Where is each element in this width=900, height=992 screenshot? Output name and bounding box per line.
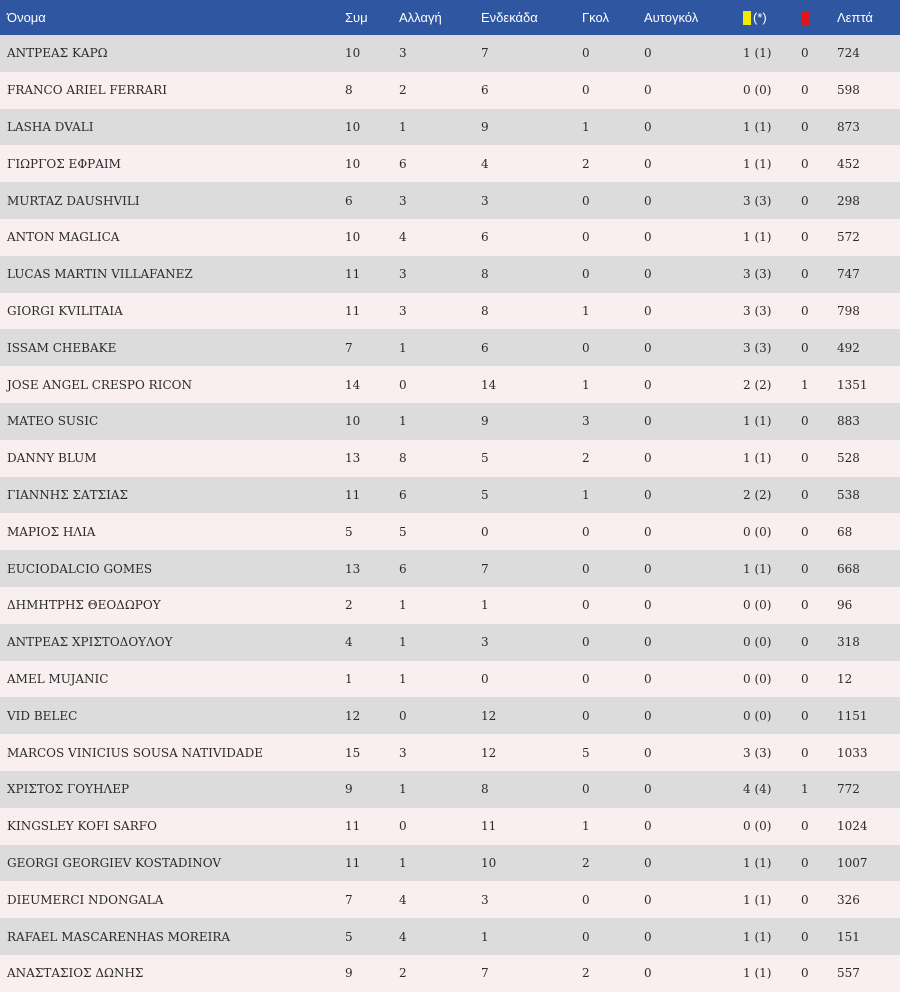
cell-minutes: 538	[837, 487, 860, 502]
cell-own-goals: 0	[644, 745, 652, 760]
cell-red-cards: 0	[801, 230, 809, 245]
cell-minutes: 724	[837, 46, 860, 61]
cell-minutes: 68	[837, 524, 853, 539]
header-own-goals[interactable]: Αυτογκόλ	[644, 10, 699, 25]
cell-goals: 2	[582, 156, 590, 171]
cell-own-goals: 0	[644, 303, 652, 318]
cell-goals: 1	[582, 303, 590, 318]
cell-starts: 1	[481, 929, 489, 944]
cell-apps: 5	[345, 929, 353, 944]
cell-subs: 0	[399, 819, 407, 834]
cell-red-cards: 0	[801, 303, 809, 318]
yellow-card-icon	[743, 11, 751, 25]
cell-goals: 0	[582, 929, 590, 944]
cell-name[interactable]: GEORGI GEORGIEV KOSTADINOV	[7, 855, 222, 870]
cell-starts: 7	[481, 966, 489, 981]
cell-own-goals: 0	[644, 598, 652, 613]
cell-starts: 14	[481, 377, 497, 392]
table-row	[0, 35, 900, 72]
cell-yellow-cards: 2 (2)	[743, 377, 772, 392]
cell-minutes: 572	[837, 230, 860, 245]
cell-subs: 1	[399, 340, 407, 355]
cell-name[interactable]: ANTON MAGLICA	[7, 230, 120, 245]
cell-minutes: 298	[837, 193, 860, 208]
cell-subs: 3	[399, 745, 407, 760]
cell-apps: 7	[345, 892, 353, 907]
cell-starts: 4	[481, 156, 489, 171]
cell-name[interactable]: ΑΝΑΣΤΑΣΙΟΣ ΔΩΝΗΣ	[7, 966, 144, 981]
cell-red-cards: 0	[801, 966, 809, 981]
cell-goals: 2	[582, 855, 590, 870]
table-row	[0, 881, 900, 918]
cell-yellow-cards: 3 (3)	[743, 745, 772, 760]
cell-goals: 1	[582, 487, 590, 502]
cell-red-cards: 0	[801, 892, 809, 907]
cell-own-goals: 0	[644, 156, 652, 171]
cell-yellow-cards: 4 (4)	[743, 782, 772, 797]
table-row	[0, 513, 900, 550]
cell-subs: 4	[399, 929, 407, 944]
cell-starts: 9	[481, 414, 489, 429]
table-row	[0, 587, 900, 624]
cell-name[interactable]: AMEL MUJANIC	[7, 671, 109, 686]
table-row	[0, 329, 900, 366]
cell-goals: 0	[582, 782, 590, 797]
cell-subs: 3	[399, 193, 407, 208]
cell-own-goals: 0	[644, 892, 652, 907]
table-row	[0, 845, 900, 882]
cell-name[interactable]: FRANCO ARIEL FERRARI	[7, 83, 167, 98]
cell-red-cards: 0	[801, 819, 809, 834]
cell-apps: 10	[345, 230, 361, 245]
cell-red-cards: 0	[801, 156, 809, 171]
cell-subs: 4	[399, 892, 407, 907]
cell-goals: 1	[582, 819, 590, 834]
cell-apps: 10	[345, 156, 361, 171]
cell-apps: 10	[345, 414, 361, 429]
cell-red-cards: 0	[801, 561, 809, 576]
cell-own-goals: 0	[644, 855, 652, 870]
table-row	[0, 661, 900, 698]
cell-starts: 0	[481, 671, 489, 686]
cell-apps: 1	[345, 671, 353, 686]
cell-subs: 5	[399, 524, 407, 539]
cell-subs: 1	[399, 598, 407, 613]
table-row	[0, 440, 900, 477]
cell-apps: 13	[345, 561, 361, 576]
cell-yellow-cards: 3 (3)	[743, 193, 772, 208]
header-yellow-note: (*)	[753, 9, 767, 25]
cell-minutes: 492	[837, 340, 860, 355]
cell-name[interactable]: RAFAEL MASCARENHAS MOREIRA	[7, 929, 231, 944]
cell-own-goals: 0	[644, 377, 652, 392]
cell-starts: 10	[481, 855, 497, 870]
table-row	[0, 771, 900, 808]
cell-starts: 3	[481, 635, 489, 650]
cell-starts: 11	[481, 819, 497, 834]
table-row	[0, 918, 900, 955]
cell-yellow-cards: 1 (1)	[743, 929, 772, 944]
table-row	[0, 366, 900, 403]
cell-own-goals: 0	[644, 671, 652, 686]
cell-own-goals: 0	[644, 119, 652, 134]
cell-goals: 0	[582, 83, 590, 98]
header-starts[interactable]: Ενδεκάδα	[481, 10, 538, 25]
cell-name[interactable]: DIEUMERCI NDONGALA	[7, 892, 164, 907]
cell-yellow-cards: 0 (0)	[743, 524, 772, 539]
cell-yellow-cards: 1 (1)	[743, 966, 772, 981]
cell-subs: 1	[399, 855, 407, 870]
cell-goals: 0	[582, 340, 590, 355]
cell-own-goals: 0	[644, 708, 652, 723]
cell-minutes: 883	[837, 414, 860, 429]
cell-starts: 1	[481, 598, 489, 613]
cell-yellow-cards: 2 (2)	[743, 487, 772, 502]
cell-name[interactable]: ΑΝΤΡΕΑΣ ΧΡΙΣΤΟΔΟΥΛΟΥ	[7, 635, 173, 650]
cell-goals: 3	[582, 414, 590, 429]
cell-goals: 0	[582, 892, 590, 907]
header-yellow-cards[interactable]	[743, 0, 801, 35]
cell-minutes: 1024	[837, 819, 868, 834]
cell-red-cards: 0	[801, 524, 809, 539]
cell-red-cards: 0	[801, 267, 809, 282]
table-row	[0, 109, 900, 146]
cell-minutes: 96	[837, 598, 853, 613]
cell-minutes: 1151	[837, 708, 868, 723]
cell-red-cards: 0	[801, 487, 809, 502]
cell-minutes: 557	[837, 966, 860, 981]
cell-goals: 0	[582, 635, 590, 650]
table-row	[0, 734, 900, 771]
cell-minutes: 598	[837, 83, 860, 98]
cell-apps: 11	[345, 487, 361, 502]
cell-starts: 6	[481, 230, 489, 245]
cell-name[interactable]: ΓΙΩΡΓΟΣ ΕΦΡΑΙΜ	[7, 156, 121, 171]
cell-apps: 11	[345, 303, 361, 318]
cell-starts: 3	[481, 892, 489, 907]
table-row	[0, 697, 900, 734]
cell-apps: 4	[345, 635, 353, 650]
cell-name[interactable]: ΜΑΡΙΟΣ ΗΛΙΑ	[7, 524, 96, 539]
cell-starts: 3	[481, 193, 489, 208]
cell-red-cards: 0	[801, 708, 809, 723]
cell-name[interactable]: ΔΗΜΗΤΡΗΣ ΘΕΟΔΩΡΟΥ	[7, 598, 161, 613]
cell-apps: 15	[345, 745, 361, 760]
cell-goals: 0	[582, 671, 590, 686]
cell-minutes: 798	[837, 303, 860, 318]
cell-apps: 13	[345, 451, 361, 466]
header-subs[interactable]: Αλλαγή	[399, 10, 442, 25]
cell-starts: 6	[481, 340, 489, 355]
table-row	[0, 145, 900, 182]
cell-apps: 11	[345, 819, 361, 834]
table-row	[0, 955, 900, 992]
cell-starts: 12	[481, 745, 497, 760]
cell-starts: 5	[481, 487, 489, 502]
cell-goals: 0	[582, 708, 590, 723]
cell-minutes: 452	[837, 156, 860, 171]
cell-name[interactable]: MATEO SUSIC	[7, 414, 99, 429]
cell-starts: 7	[481, 46, 489, 61]
cell-subs: 3	[399, 303, 407, 318]
cell-name[interactable]: DANNY BLUM	[7, 451, 97, 466]
cell-red-cards: 0	[801, 671, 809, 686]
cell-minutes: 12	[837, 671, 853, 686]
cell-name[interactable]: ΑΝΤΡΕΑΣ ΚΑΡΩ	[7, 46, 108, 61]
cell-red-cards: 0	[801, 635, 809, 650]
cell-red-cards: 0	[801, 598, 809, 613]
cell-goals: 0	[582, 46, 590, 61]
cell-own-goals: 0	[644, 83, 652, 98]
cell-name[interactable]: JOSE ANGEL CRESPO RICON	[7, 377, 192, 392]
cell-own-goals: 0	[644, 561, 652, 576]
cell-red-cards: 0	[801, 83, 809, 98]
cell-red-cards: 0	[801, 855, 809, 870]
cell-goals: 1	[582, 377, 590, 392]
header-minutes[interactable]: Λεπτά	[837, 10, 873, 25]
table-row	[0, 624, 900, 661]
cell-own-goals: 0	[644, 819, 652, 834]
cell-subs: 2	[399, 966, 407, 981]
cell-own-goals: 0	[644, 414, 652, 429]
cell-name[interactable]: ISSAM CHEBAKE	[7, 340, 117, 355]
cell-minutes: 318	[837, 635, 860, 650]
cell-minutes: 1351	[837, 377, 868, 392]
cell-minutes: 668	[837, 561, 860, 576]
cell-apps: 6	[345, 193, 353, 208]
cell-yellow-cards: 1 (1)	[743, 46, 772, 61]
cell-subs: 3	[399, 267, 407, 282]
cell-subs: 6	[399, 561, 407, 576]
cell-starts: 9	[481, 119, 489, 134]
cell-minutes: 1007	[837, 855, 868, 870]
cell-minutes: 747	[837, 267, 860, 282]
cell-red-cards: 0	[801, 451, 809, 466]
header-row	[0, 0, 900, 35]
cell-own-goals: 0	[644, 524, 652, 539]
cell-starts: 12	[481, 708, 497, 723]
cell-red-cards: 0	[801, 745, 809, 760]
cell-name[interactable]: MARCOS VINICIUS SOUSA NATIVIDADE	[7, 745, 263, 760]
cell-subs: 1	[399, 119, 407, 134]
header-name[interactable]: Όνομα	[7, 10, 46, 25]
cell-starts: 5	[481, 451, 489, 466]
cell-subs: 6	[399, 487, 407, 502]
cell-name[interactable]: VID BELEC	[7, 708, 78, 723]
cell-apps: 14	[345, 377, 361, 392]
cell-red-cards: 1	[801, 782, 809, 797]
cell-starts: 8	[481, 782, 489, 797]
cell-yellow-cards: 0 (0)	[743, 819, 772, 834]
cell-starts: 6	[481, 83, 489, 98]
cell-yellow-cards: 1 (1)	[743, 892, 772, 907]
table-row	[0, 808, 900, 845]
cell-name[interactable]: ΓΙΑΝΝΗΣ ΣΑΤΣΙΑΣ	[7, 487, 129, 502]
table-row	[0, 219, 900, 256]
cell-goals: 0	[582, 230, 590, 245]
cell-goals: 0	[582, 524, 590, 539]
cell-apps: 9	[345, 966, 353, 981]
cell-subs: 0	[399, 377, 407, 392]
cell-yellow-cards: 0 (0)	[743, 671, 772, 686]
cell-yellow-cards: 1 (1)	[743, 561, 772, 576]
cell-goals: 1	[582, 119, 590, 134]
cell-name[interactable]: LASHA DVALI	[7, 119, 94, 134]
cell-yellow-cards: 0 (0)	[743, 635, 772, 650]
cell-apps: 10	[345, 46, 361, 61]
table-row	[0, 182, 900, 219]
cell-name[interactable]: MURTAZ DAUSHVILI	[7, 193, 140, 208]
cell-own-goals: 0	[644, 230, 652, 245]
cell-starts: 8	[481, 303, 489, 318]
cell-minutes: 326	[837, 892, 860, 907]
cell-name[interactable]: ΧΡΙΣΤΟΣ ΓΟΥΗΛΕΡ	[7, 782, 130, 797]
cell-own-goals: 0	[644, 451, 652, 466]
cell-name[interactable]: GIORGI KVILITAIA	[7, 303, 123, 318]
cell-subs: 1	[399, 782, 407, 797]
cell-red-cards: 0	[801, 340, 809, 355]
table-row	[0, 256, 900, 293]
table-body	[0, 35, 900, 992]
cell-yellow-cards: 3 (3)	[743, 340, 772, 355]
cell-minutes: 151	[837, 929, 860, 944]
cell-yellow-cards: 1 (1)	[743, 855, 772, 870]
cell-apps: 11	[345, 855, 361, 870]
cell-yellow-cards: 0 (0)	[743, 598, 772, 613]
cell-red-cards: 0	[801, 929, 809, 944]
cell-yellow-cards: 1 (1)	[743, 119, 772, 134]
cell-minutes: 772	[837, 782, 860, 797]
cell-yellow-cards: 0 (0)	[743, 83, 772, 98]
cell-own-goals: 0	[644, 46, 652, 61]
cell-own-goals: 0	[644, 193, 652, 208]
cell-name[interactable]: EUCIODALCIO GOMES	[7, 561, 153, 576]
table-row	[0, 403, 900, 440]
cell-yellow-cards: 1 (1)	[743, 156, 772, 171]
cell-own-goals: 0	[644, 635, 652, 650]
cell-name[interactable]: KINGSLEY KOFI SARFO	[7, 819, 157, 834]
table-row	[0, 550, 900, 587]
red-card-icon	[801, 11, 809, 25]
cell-own-goals: 0	[644, 267, 652, 282]
cell-own-goals: 0	[644, 340, 652, 355]
cell-apps: 8	[345, 83, 353, 98]
cell-minutes: 1033	[837, 745, 868, 760]
cell-subs: 0	[399, 708, 407, 723]
cell-goals: 2	[582, 966, 590, 981]
cell-subs: 4	[399, 230, 407, 245]
cell-apps: 12	[345, 708, 361, 723]
cell-subs: 1	[399, 414, 407, 429]
cell-own-goals: 0	[644, 487, 652, 502]
cell-starts: 7	[481, 561, 489, 576]
cell-subs: 6	[399, 156, 407, 171]
cell-yellow-cards: 0 (0)	[743, 708, 772, 723]
cell-goals: 5	[582, 745, 590, 760]
cell-yellow-cards: 3 (3)	[743, 267, 772, 282]
table-row	[0, 72, 900, 109]
table-row	[0, 293, 900, 330]
cell-starts: 8	[481, 267, 489, 282]
header-red-cards[interactable]	[801, 0, 837, 35]
cell-own-goals: 0	[644, 966, 652, 981]
cell-name[interactable]: LUCAS MARTIN VILLAFANEZ	[7, 267, 193, 282]
cell-subs: 1	[399, 635, 407, 650]
cell-own-goals: 0	[644, 929, 652, 944]
cell-yellow-cards: 1 (1)	[743, 230, 772, 245]
cell-goals: 0	[582, 267, 590, 282]
cell-apps: 5	[345, 524, 353, 539]
cell-yellow-cards: 3 (3)	[743, 303, 772, 318]
cell-apps: 7	[345, 340, 353, 355]
cell-red-cards: 0	[801, 193, 809, 208]
table-header	[0, 0, 900, 35]
cell-yellow-cards: 1 (1)	[743, 451, 772, 466]
cell-apps: 2	[345, 598, 353, 613]
cell-own-goals: 0	[644, 782, 652, 797]
cell-red-cards: 0	[801, 46, 809, 61]
cell-red-cards: 0	[801, 119, 809, 134]
cell-red-cards: 1	[801, 377, 809, 392]
table-row	[0, 477, 900, 514]
cell-subs: 8	[399, 451, 407, 466]
cell-minutes: 528	[837, 451, 860, 466]
cell-apps: 9	[345, 782, 353, 797]
cell-yellow-cards: 1 (1)	[743, 414, 772, 429]
header-goals[interactable]: Γκολ	[582, 10, 609, 25]
cell-red-cards: 0	[801, 414, 809, 429]
cell-apps: 11	[345, 267, 361, 282]
cell-subs: 2	[399, 83, 407, 98]
cell-apps: 10	[345, 119, 361, 134]
cell-goals: 0	[582, 561, 590, 576]
cell-minutes: 873	[837, 119, 860, 134]
cell-subs: 3	[399, 46, 407, 61]
cell-goals: 0	[582, 193, 590, 208]
cell-goals: 2	[582, 451, 590, 466]
cell-starts: 0	[481, 524, 489, 539]
cell-subs: 1	[399, 671, 407, 686]
header-apps[interactable]: Συμ	[345, 10, 368, 25]
cell-goals: 0	[582, 598, 590, 613]
